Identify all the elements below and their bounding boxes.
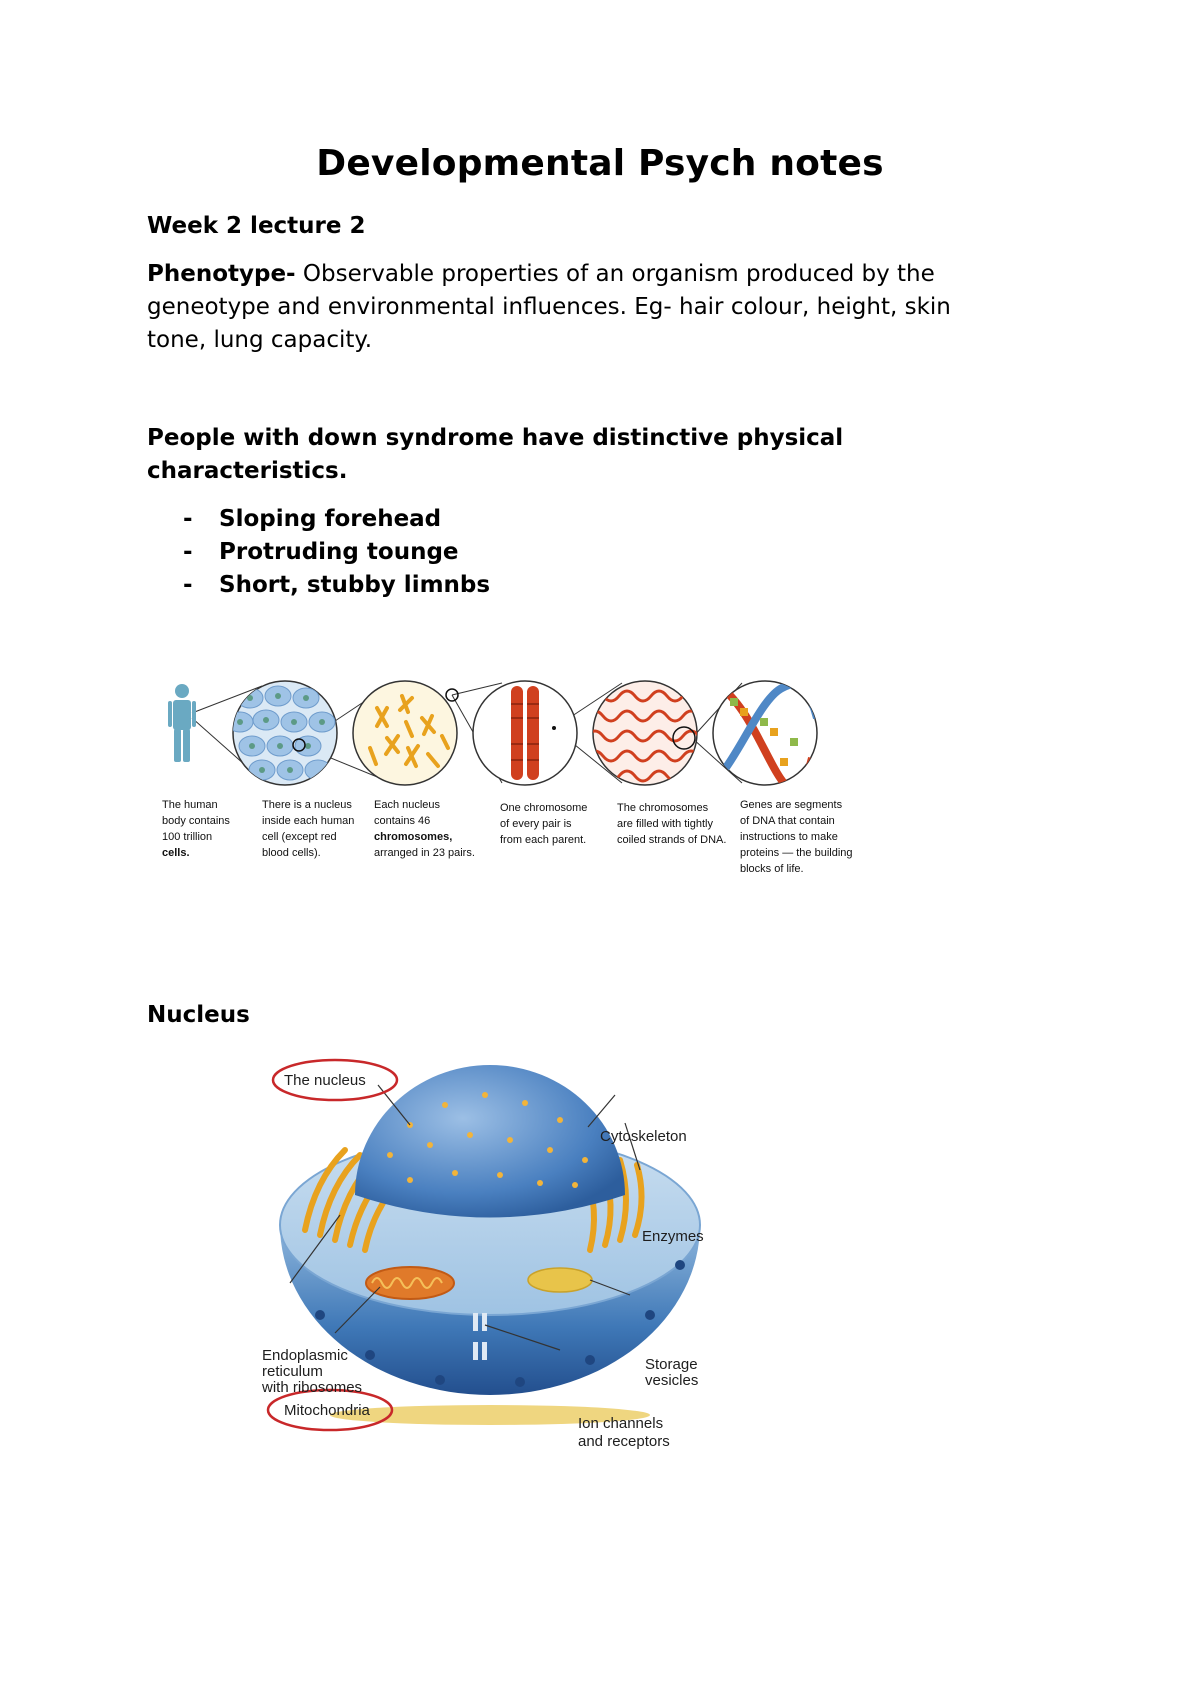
- caption-genes-3: instructions to make: [740, 831, 838, 843]
- document-title: Developmental Psych notes: [316, 143, 884, 184]
- caption-body-1: The human: [162, 799, 218, 811]
- caption-cell-1: There is a nucleus: [262, 799, 352, 811]
- caption-body-3: 100 trillion: [162, 831, 213, 843]
- caption-genes-4: proteins — the building: [740, 847, 853, 859]
- bullet-dash: -: [183, 539, 193, 565]
- label-ion-2: and receptors: [578, 1433, 670, 1450]
- phenotype-text-2: geneotype and environmental influences. Eg- hair colour, height, skin: [147, 294, 951, 320]
- caption-genes-5: blocks of life.: [740, 863, 804, 875]
- label-ion-1: Ion channels: [578, 1415, 664, 1432]
- caption-cell-2: inside each human: [262, 815, 355, 827]
- label-er-2: reticulum: [262, 1363, 323, 1380]
- list-item: [183, 569, 490, 602]
- cells-circle: [227, 681, 337, 785]
- caption-dna-1: The chromosomes: [617, 802, 709, 814]
- genes-helix-circle: [713, 681, 817, 790]
- label-er-3: with ribosomes: [262, 1379, 363, 1396]
- storage-vesicle: [528, 1268, 592, 1292]
- week-heading: Week 2 lecture 2: [147, 213, 366, 239]
- list-item: [183, 536, 490, 569]
- caption-dna-2: are filled with tightly: [617, 818, 713, 830]
- phenotype-text-1: Observable properties of an organism produced by the: [295, 261, 935, 287]
- caption-body-4: cells.: [162, 847, 190, 859]
- label-enzymes: Enzymes: [642, 1228, 704, 1245]
- caption-chromosome-2: of every pair is: [500, 818, 572, 830]
- list-item: [183, 503, 490, 536]
- mitochondrion: [366, 1267, 454, 1299]
- list-item-text: Short, stubby limnbs: [219, 572, 491, 598]
- human-figure-icon: [168, 684, 196, 762]
- label-cytoskeleton: Cytoskeleton: [600, 1128, 687, 1145]
- caption-genes-1: Genes are segments: [740, 799, 843, 811]
- dna-strands-circle: [587, 681, 699, 785]
- label-nucleus: The nucleus: [284, 1072, 366, 1089]
- phenotype-term: Phenotype-: [147, 261, 296, 287]
- caption-nucleus-1: Each nucleus: [374, 799, 441, 811]
- list-item-text: Sloping forehead: [219, 506, 442, 532]
- caption-dna-3: coiled strands of DNA.: [617, 834, 727, 846]
- cell-to-gene-figure: [162, 678, 866, 893]
- caption-chromosome-3: from each parent.: [500, 834, 587, 846]
- down-syndrome-line-2: characteristics.: [147, 458, 348, 484]
- caption-nucleus-4: arranged in 23 pairs.: [374, 847, 475, 859]
- phenotype-line-1: [147, 258, 1047, 291]
- nucleus-dome: [355, 1065, 625, 1218]
- phenotype-paragraph: [147, 258, 1047, 357]
- cell-diagram-figure: [260, 1055, 730, 1455]
- characteristics-list: [183, 503, 490, 602]
- label-storage-2: vesicles: [645, 1372, 699, 1389]
- chromosome-pair-circle: [473, 681, 577, 785]
- caption-nucleus-3: chromosomes,: [374, 831, 453, 843]
- label-er-1: Endoplasmic: [262, 1347, 348, 1364]
- bullet-dash: -: [183, 506, 193, 532]
- caption-cell-3: cell (except red: [262, 831, 337, 843]
- caption-chromosome-1: One chromosome: [500, 802, 588, 814]
- caption-body-2: body contains: [162, 815, 230, 827]
- label-storage-1: Storage: [645, 1356, 698, 1373]
- caption-cell-4: blood cells).: [262, 847, 321, 859]
- caption-genes-2: of DNA that contain: [740, 815, 835, 827]
- figure-captions: [162, 799, 853, 875]
- label-mitochondria: Mitochondria: [284, 1402, 370, 1419]
- down-syndrome-heading: [147, 422, 1047, 488]
- down-syndrome-line-1: People with down syndrome have distinctive physical: [147, 425, 844, 451]
- nucleus-heading: Nucleus: [147, 1002, 250, 1028]
- bullet-dash: -: [183, 572, 193, 598]
- caption-nucleus-2: contains 46: [374, 815, 431, 827]
- phenotype-text-3: tone, lung capacity.: [147, 327, 373, 353]
- list-item-text: Protruding tounge: [219, 539, 459, 565]
- chromosomes-circle: [353, 681, 458, 785]
